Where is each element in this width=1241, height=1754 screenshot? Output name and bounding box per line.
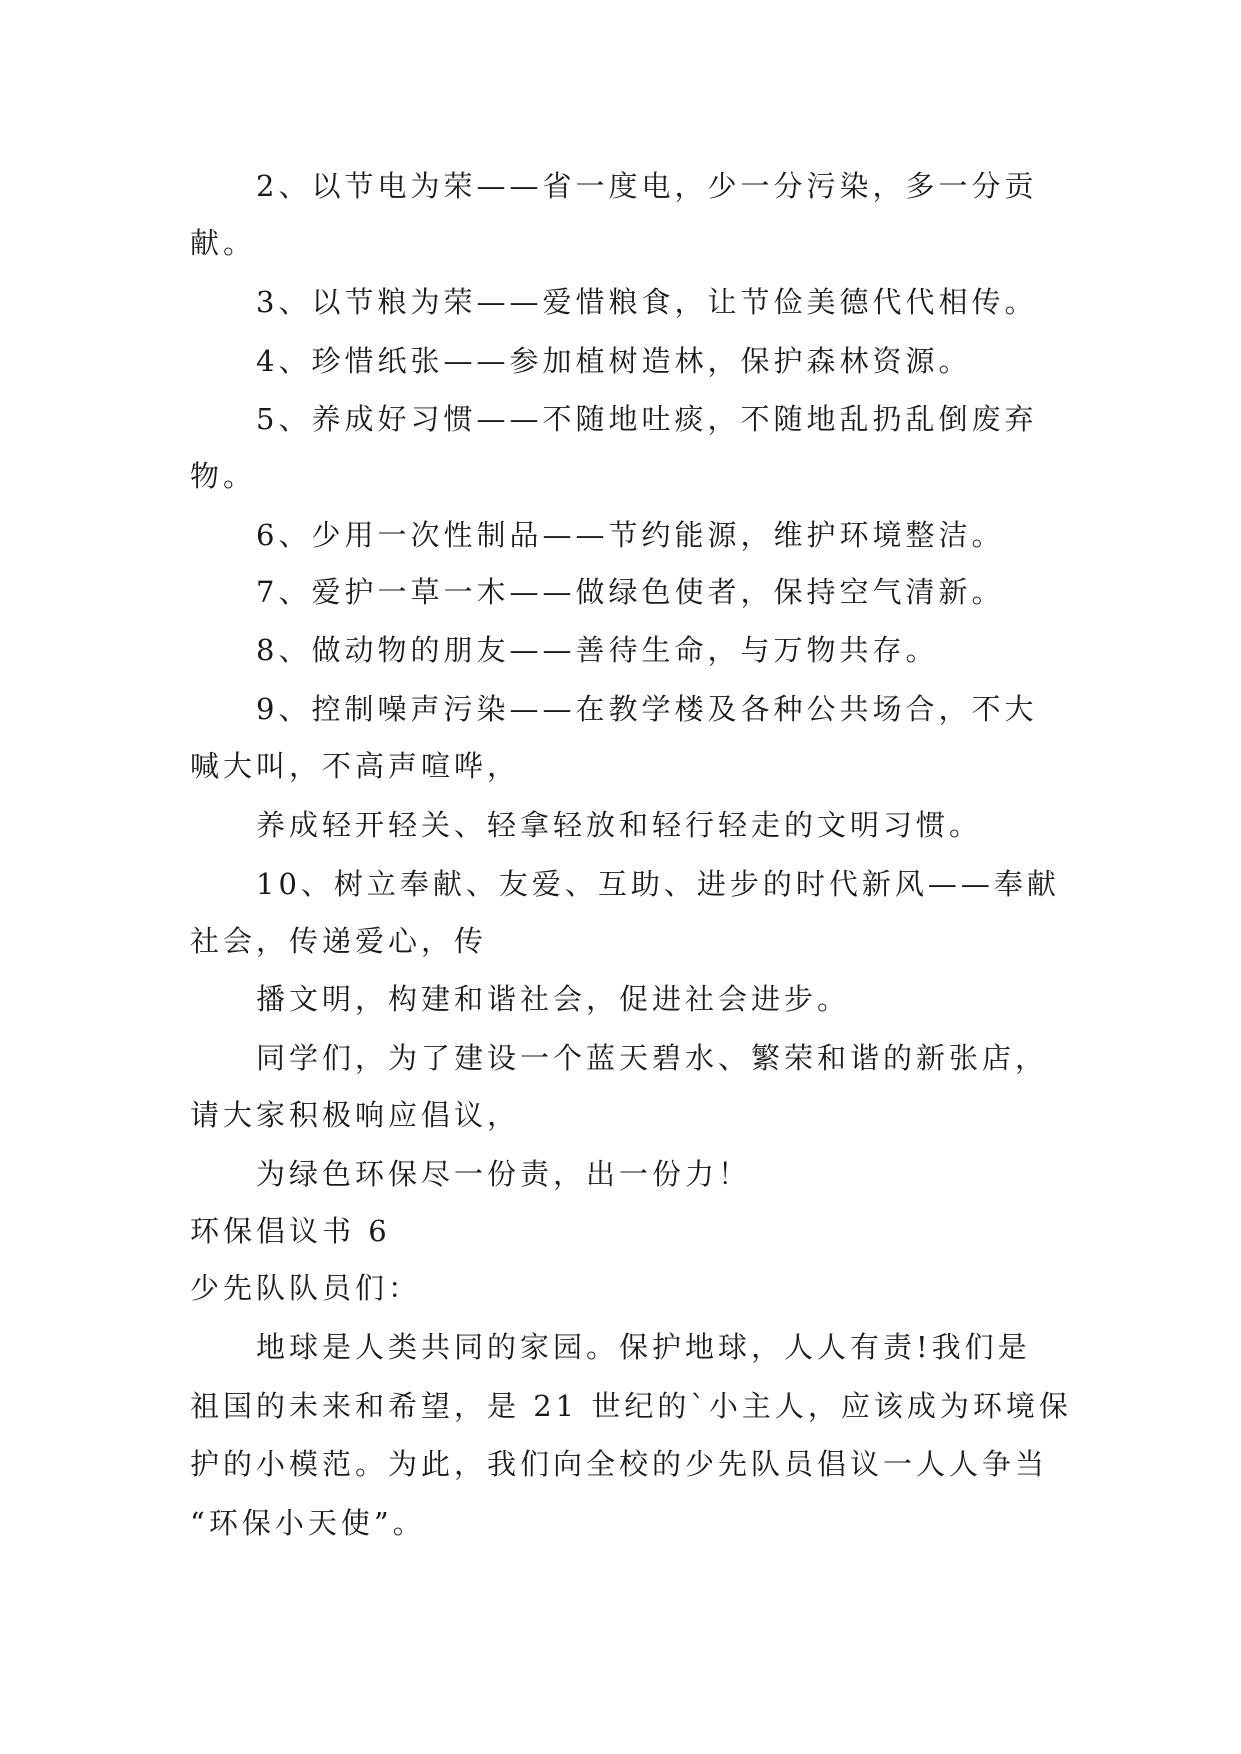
text-line: 播文明，构建和谐社会，促进社会进步。 <box>256 982 851 1016</box>
text-line: 护的小模范。为此，我们向全校的少先队员倡议一人人争当 <box>190 1447 1049 1481</box>
text-line: 同学们，为了建设一个蓝天碧水、繁荣和谐的新张店， <box>256 1041 1049 1075</box>
text-line: 请大家积极响应倡议， <box>190 1098 521 1132</box>
text-line: 社会，传递爱心，传 <box>190 924 488 958</box>
text-line: 6、少用一次性制品——节约能源，维护环境整洁。 <box>256 518 1005 552</box>
text-line: 养成轻开轻关、轻拿轻放和轻行轻走的文明习惯。 <box>256 808 983 842</box>
text-line: 3、以节粮为荣——爱惜粮食，让节俭美德代代相传。 <box>256 285 1038 319</box>
text-line: 10、树立奉献、友爱、互助、进步的时代新风——奉献 <box>256 867 1060 901</box>
text-line: 为绿色环保尽一份责，出一份力！ <box>256 1157 752 1191</box>
text-line: 喊大叫，不高声喧哗， <box>190 749 521 783</box>
text-line: 2、以节电为荣——省一度电，少一分污染，多一分贡 <box>256 169 1038 203</box>
text-line: 4、珍惜纸张——参加植树造林，保护森林资源。 <box>256 344 972 378</box>
text-line: 献。 <box>190 226 257 260</box>
text-line: 物。 <box>190 459 257 493</box>
text-line: 地球是人类共同的家园。保护地球，人人有责!我们是 <box>256 1330 1031 1364</box>
text-line: 7、爱护一草一木——做绿色使者，保持空气清新。 <box>256 575 1005 609</box>
section-title: 环保倡议书 6 <box>190 1214 391 1248</box>
text-line: 祖国的未来和希望，是 21 世纪的`小主人，应该成为环境保 <box>190 1389 1072 1423</box>
text-line: 5、养成好习惯——不随地吐痰，不随地乱扔乱倒废弃 <box>256 402 1038 436</box>
salutation: 少先队队员们： <box>190 1271 422 1305</box>
text-line: “环保小天使”。 <box>190 1506 426 1540</box>
text-line: 9、控制噪声污染——在教学楼及各种公共场合，不大 <box>256 692 1038 726</box>
text-line: 8、做动物的朋友——善待生命，与万物共存。 <box>256 633 939 667</box>
